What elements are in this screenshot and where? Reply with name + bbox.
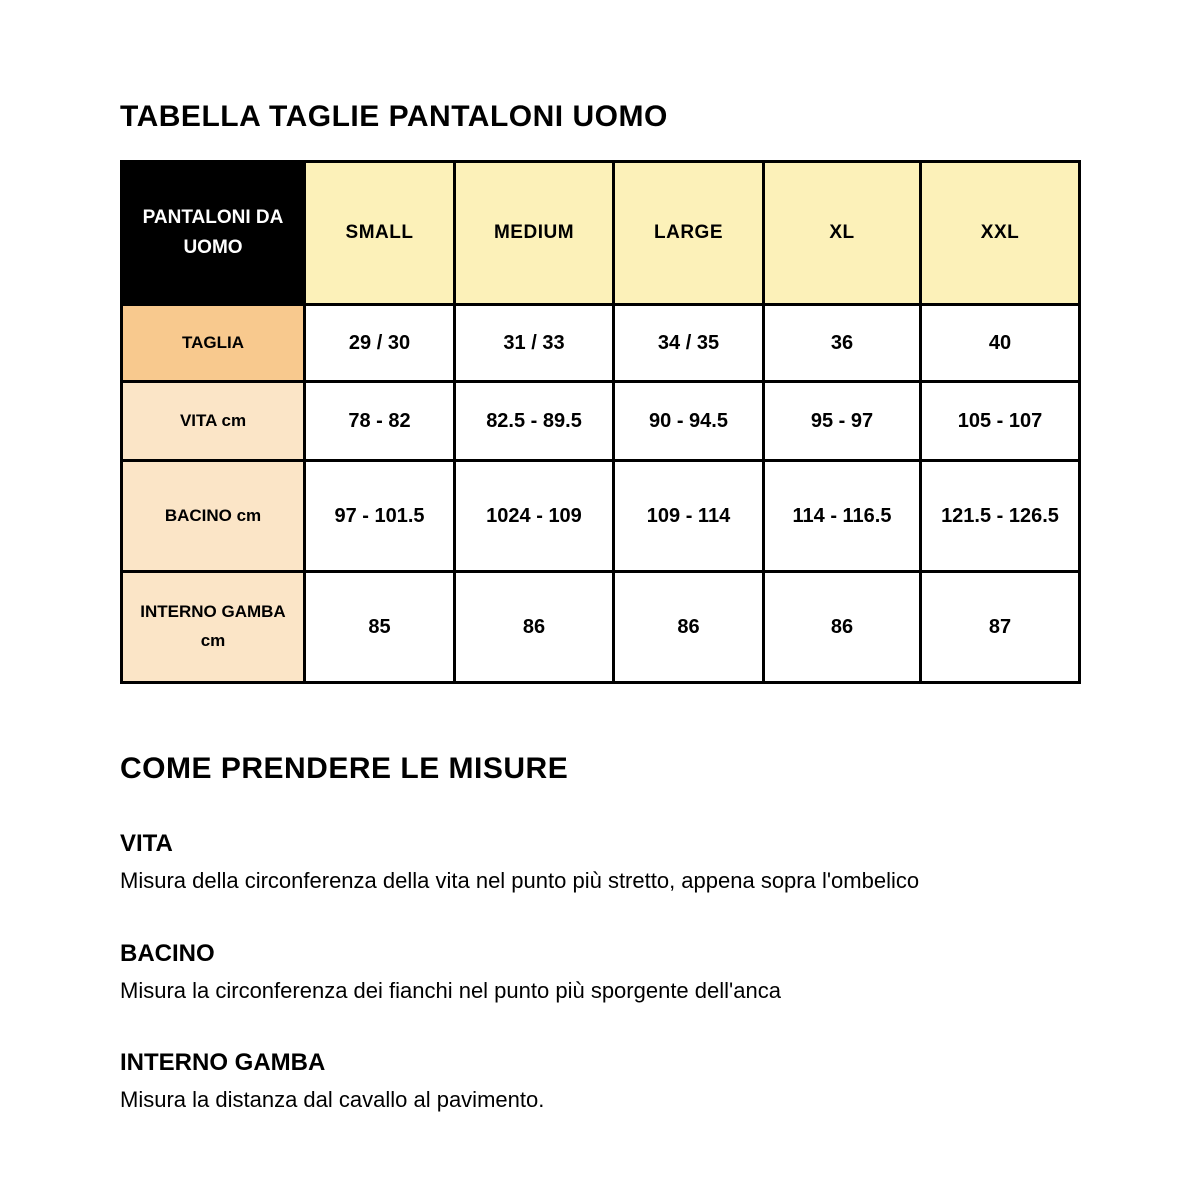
cell-vita-xxl: 105 - 107 (921, 382, 1080, 461)
measure-desc-interno-gamba: Misura la distanza dal cavallo al pavimento. (120, 1087, 545, 1113)
cell-vita-medium: 82.5 - 89.5 (455, 382, 614, 461)
cell-bacino-large: 109 - 114 (614, 461, 764, 572)
cell-bacino-small: 97 - 101.5 (305, 461, 455, 572)
page-title: TABELLA TAGLIE PANTALONI UOMO (120, 100, 668, 133)
cell-taglia-medium: 31 / 33 (455, 305, 614, 382)
row-label-bacino: BACINO cm (122, 461, 305, 572)
table-row-taglia (122, 305, 1080, 382)
measure-title-vita: VITA (120, 830, 173, 857)
corner-cell: PANTALONI DA UOMO (122, 162, 305, 305)
cell-bacino-medium: 1024 - 109 (455, 461, 614, 572)
table-header-row (122, 162, 1080, 305)
cell-interno-small: 85 (305, 572, 455, 683)
measure-item-bacino (120, 940, 1080, 1006)
measure-title-bacino: BACINO (120, 939, 215, 967)
how-to-heading: COME PRENDERE LE MISURE (120, 752, 569, 785)
cell-vita-small: 78 - 82 (305, 382, 455, 461)
cell-taglia-xl: 36 (764, 305, 921, 382)
col-header-large: LARGE (614, 162, 764, 305)
cell-vita-large: 90 - 94.5 (614, 382, 764, 461)
cell-interno-xl: 86 (764, 572, 921, 683)
measure-title-interno-gamba: INTERNO GAMBA (120, 1049, 326, 1077)
col-header-medium: MEDIUM (455, 162, 614, 305)
col-header-small: SMALL (305, 162, 455, 305)
measure-item-vita (120, 830, 1080, 896)
measure-item-interno-gamba (120, 1049, 1080, 1115)
cell-bacino-xxl: 121.5 - 126.5 (921, 461, 1080, 572)
cell-taglia-xxl: 40 (921, 305, 1080, 382)
row-label-vita: VITA cm (122, 382, 305, 461)
table-row-interno-gamba (122, 572, 1080, 683)
measure-desc-vita: Misura della circonferenza della vita nel punto più stretto, appena sopra l'ombelico (120, 868, 920, 893)
table-row-bacino (122, 461, 1080, 572)
size-table (120, 160, 1081, 684)
cell-interno-large: 86 (614, 572, 764, 683)
cell-bacino-xl: 114 - 116.5 (764, 461, 921, 572)
cell-taglia-small: 29 / 30 (305, 305, 455, 382)
row-label-interno-gamba: INTERNO GAMBA cm (122, 572, 305, 683)
cell-taglia-large: 34 / 35 (614, 305, 764, 382)
measure-desc-bacino: Misura la circonferenza dei fianchi nel punto più sporgente dell'anca (120, 977, 781, 1003)
row-label-taglia: TAGLIA (122, 305, 305, 382)
cell-interno-medium: 86 (455, 572, 614, 683)
cell-interno-xxl: 87 (921, 572, 1080, 683)
col-header-xxl: XXL (921, 162, 1080, 305)
cell-vita-xl: 95 - 97 (764, 382, 921, 461)
table-row-vita (122, 382, 1080, 461)
col-header-xl: XL (764, 162, 921, 305)
